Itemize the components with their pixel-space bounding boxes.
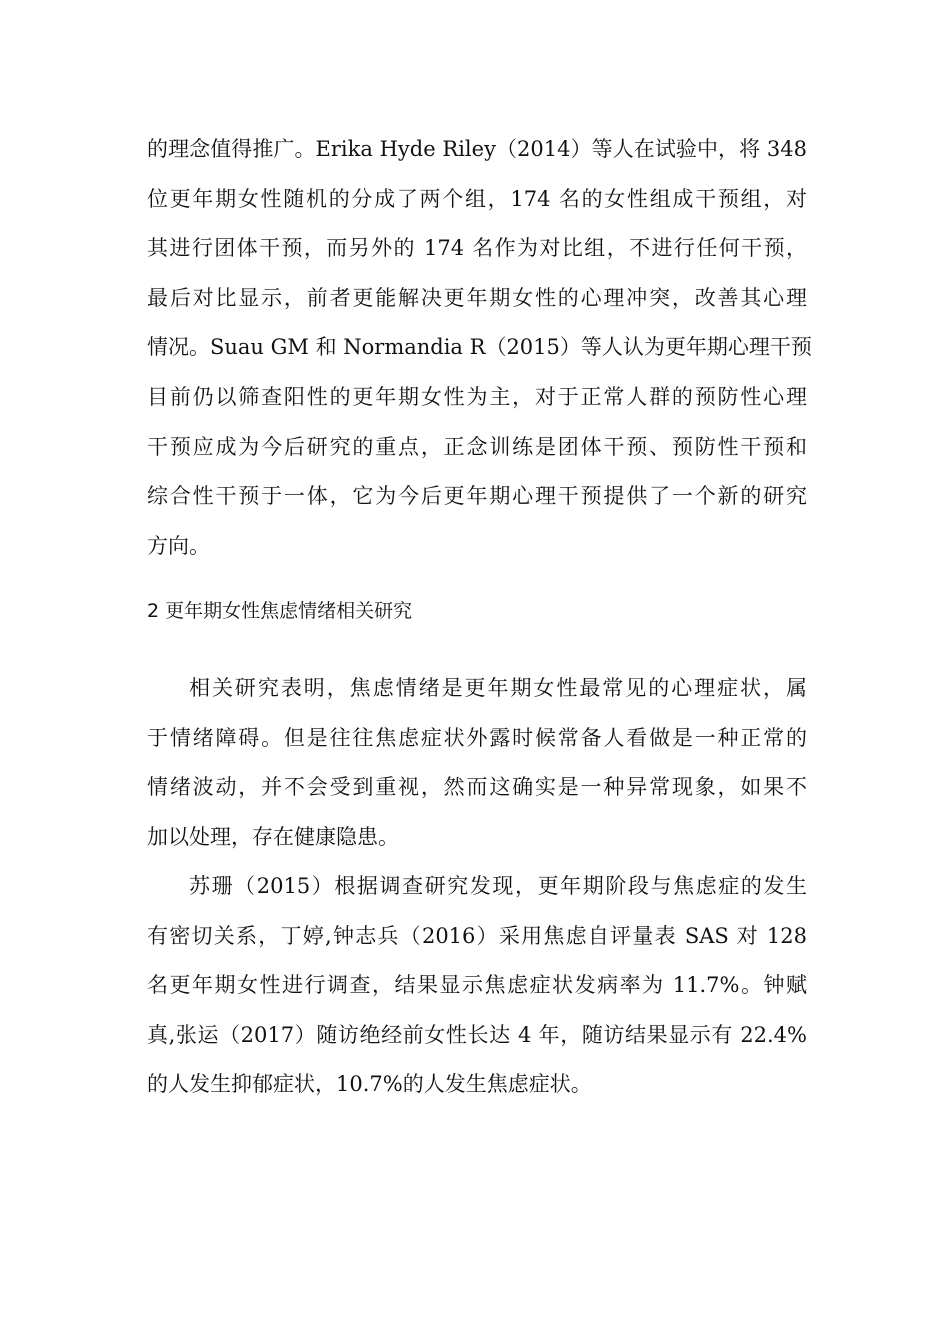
paragraph-line: 最后对比显示，前者更能解决更年期女性的心理冲突，改善其心理 (147, 285, 807, 310)
paragraph-line: 于情绪障碍。但是往往焦虑症状外露时候常备人看做是一种正常的 (147, 725, 807, 750)
paragraph-line: 名更年期女性进行调查，结果显示焦虑症状发病率为 11.7%。钟赋 (147, 973, 807, 998)
paragraph-line: 情绪波动，并不会受到重视，然而这确实是一种异常现象，如果不 (147, 775, 807, 800)
paragraph-line: 真,张运（2017）随访绝经前女性长达 4 年，随访结果显示有 22.4% (147, 1022, 807, 1047)
paragraph-continuation (147, 125, 812, 571)
paragraph-line: 位更年期女性随机的分成了两个组，174 名的女性组成干预组，对 (147, 186, 807, 211)
paragraph-line: 情况。Suau GM 和 Normandia R（2015）等人认为更年期心理干预 (147, 335, 812, 360)
paragraph-line: 其进行团体干预，而另外的 174 名作为对比组，不进行任何干预， (147, 236, 807, 261)
paragraph-anxiety-studies (147, 862, 807, 1110)
paragraph-anxiety-intro (147, 664, 807, 862)
paragraph-line: 苏珊（2015）根据调查研究发现，更年期阶段与焦虑症的发生 (189, 874, 807, 898)
paragraph-line: 方向。 (147, 533, 210, 558)
paragraph-line: 的人发生抑郁症状，10.7%的人发生焦虑症状。 (147, 1072, 592, 1097)
section-heading: 2 更年期女性焦虑情绪相关研究 (147, 600, 413, 622)
paragraph-line: 的理念值得推广。Erika Hyde Riley（2014）等人在试验中，将 348 (147, 137, 807, 161)
paragraph-line: 有密切关系，丁婷,钟志兵（2016）采用焦虑自评量表 SAS 对 128 (147, 923, 807, 948)
paragraph-line: 干预应成为今后研究的重点，正念训练是团体干预、预防性干预和 (147, 434, 807, 459)
paragraph-line: 加以处理，存在健康隐患。 (147, 824, 399, 849)
paragraph-line: 目前仍以筛查阳性的更年期女性为主，对于正常人群的预防性心理 (147, 384, 807, 409)
paragraph-line: 相关研究表明，焦虑情绪是更年期女性最常见的心理症状，属 (189, 676, 807, 700)
paragraph-line: 综合性干预于一体，它为今后更年期心理干预提供了一个新的研究 (147, 484, 807, 509)
